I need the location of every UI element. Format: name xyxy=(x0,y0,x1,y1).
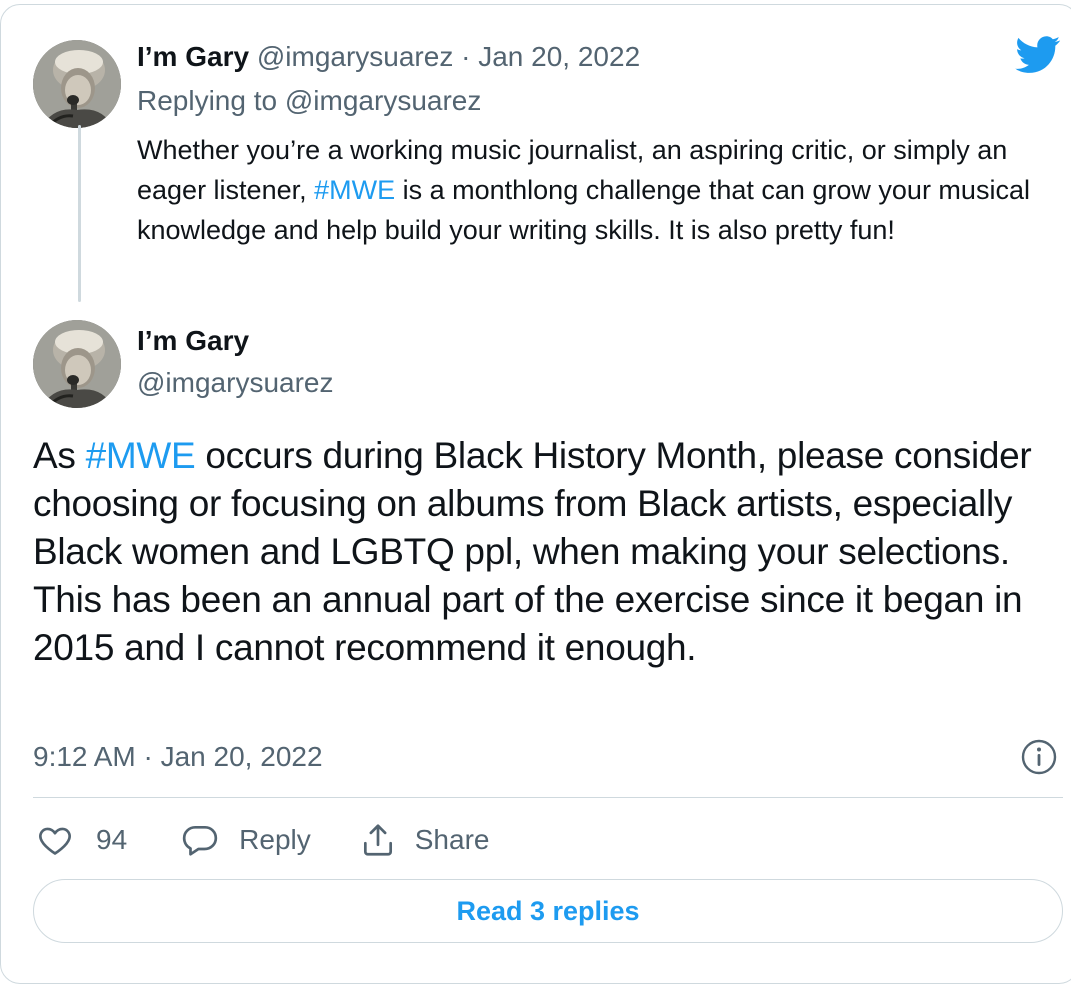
avatar-photo xyxy=(33,40,121,128)
heart-icon xyxy=(36,821,74,859)
replying-to-handle[interactable]: @imgarysuarez xyxy=(284,85,482,116)
like-count: 94 xyxy=(96,824,128,855)
reply-tweet-header xyxy=(137,38,640,76)
share-label: Share xyxy=(414,824,490,855)
avatar[interactable] xyxy=(33,40,121,128)
reply-text-part: is a monthlong challenge that can grow your musical knowledge and help build your writing skills. It is also pretty fun! xyxy=(137,175,1030,245)
reply-button[interactable] xyxy=(181,821,311,859)
handle[interactable]: @imgarysuarez xyxy=(256,41,454,72)
share-button[interactable] xyxy=(359,821,490,859)
twitter-bird-icon[interactable] xyxy=(1015,36,1061,74)
tweet-timestamp[interactable]: 9:12 AM · Jan 20, 2022 xyxy=(33,741,323,772)
reply-tweet-text xyxy=(137,130,1062,250)
thread-connector-line xyxy=(78,125,81,302)
main-tweet-text xyxy=(33,432,1033,672)
info-icon[interactable] xyxy=(1020,738,1058,776)
replying-to-line xyxy=(137,82,481,120)
main-text-part: occurs during Black History Month, please consider choosing or focusing on albums from Black artists, especially Black women and LGBTQ ppl, when making your selections. This has been an annual part of the exercise since it began in 2015 and I cannot recommend it enough. xyxy=(33,435,1032,668)
hashtag-link[interactable]: #MWE xyxy=(85,435,196,476)
separator: · xyxy=(461,41,471,72)
tweet-date[interactable]: Jan 20, 2022 xyxy=(478,41,641,72)
reply-label: Reply xyxy=(239,824,311,855)
handle[interactable]: @imgarysuarez xyxy=(137,367,334,398)
read-replies-label: Read 3 replies xyxy=(456,895,640,926)
hashtag-link[interactable]: #MWE xyxy=(314,175,396,205)
display-name[interactable]: I’m Gary xyxy=(137,325,250,356)
share-icon xyxy=(359,821,397,859)
display-name[interactable]: I’m Gary xyxy=(137,41,250,72)
main-text-part: As xyxy=(33,435,86,476)
speech-bubble-icon xyxy=(181,821,219,859)
read-replies-button[interactable] xyxy=(33,879,1063,943)
like-button[interactable] xyxy=(36,821,127,859)
avatar[interactable] xyxy=(33,320,121,408)
avatar-photo xyxy=(33,320,121,408)
action-bar xyxy=(36,818,489,862)
replying-prefix: Replying to xyxy=(137,85,278,116)
reply-text-part: Whether you’re a working music journalist, an aspiring critic, or simply an eager listener, xyxy=(137,135,1008,205)
divider xyxy=(33,797,1063,798)
